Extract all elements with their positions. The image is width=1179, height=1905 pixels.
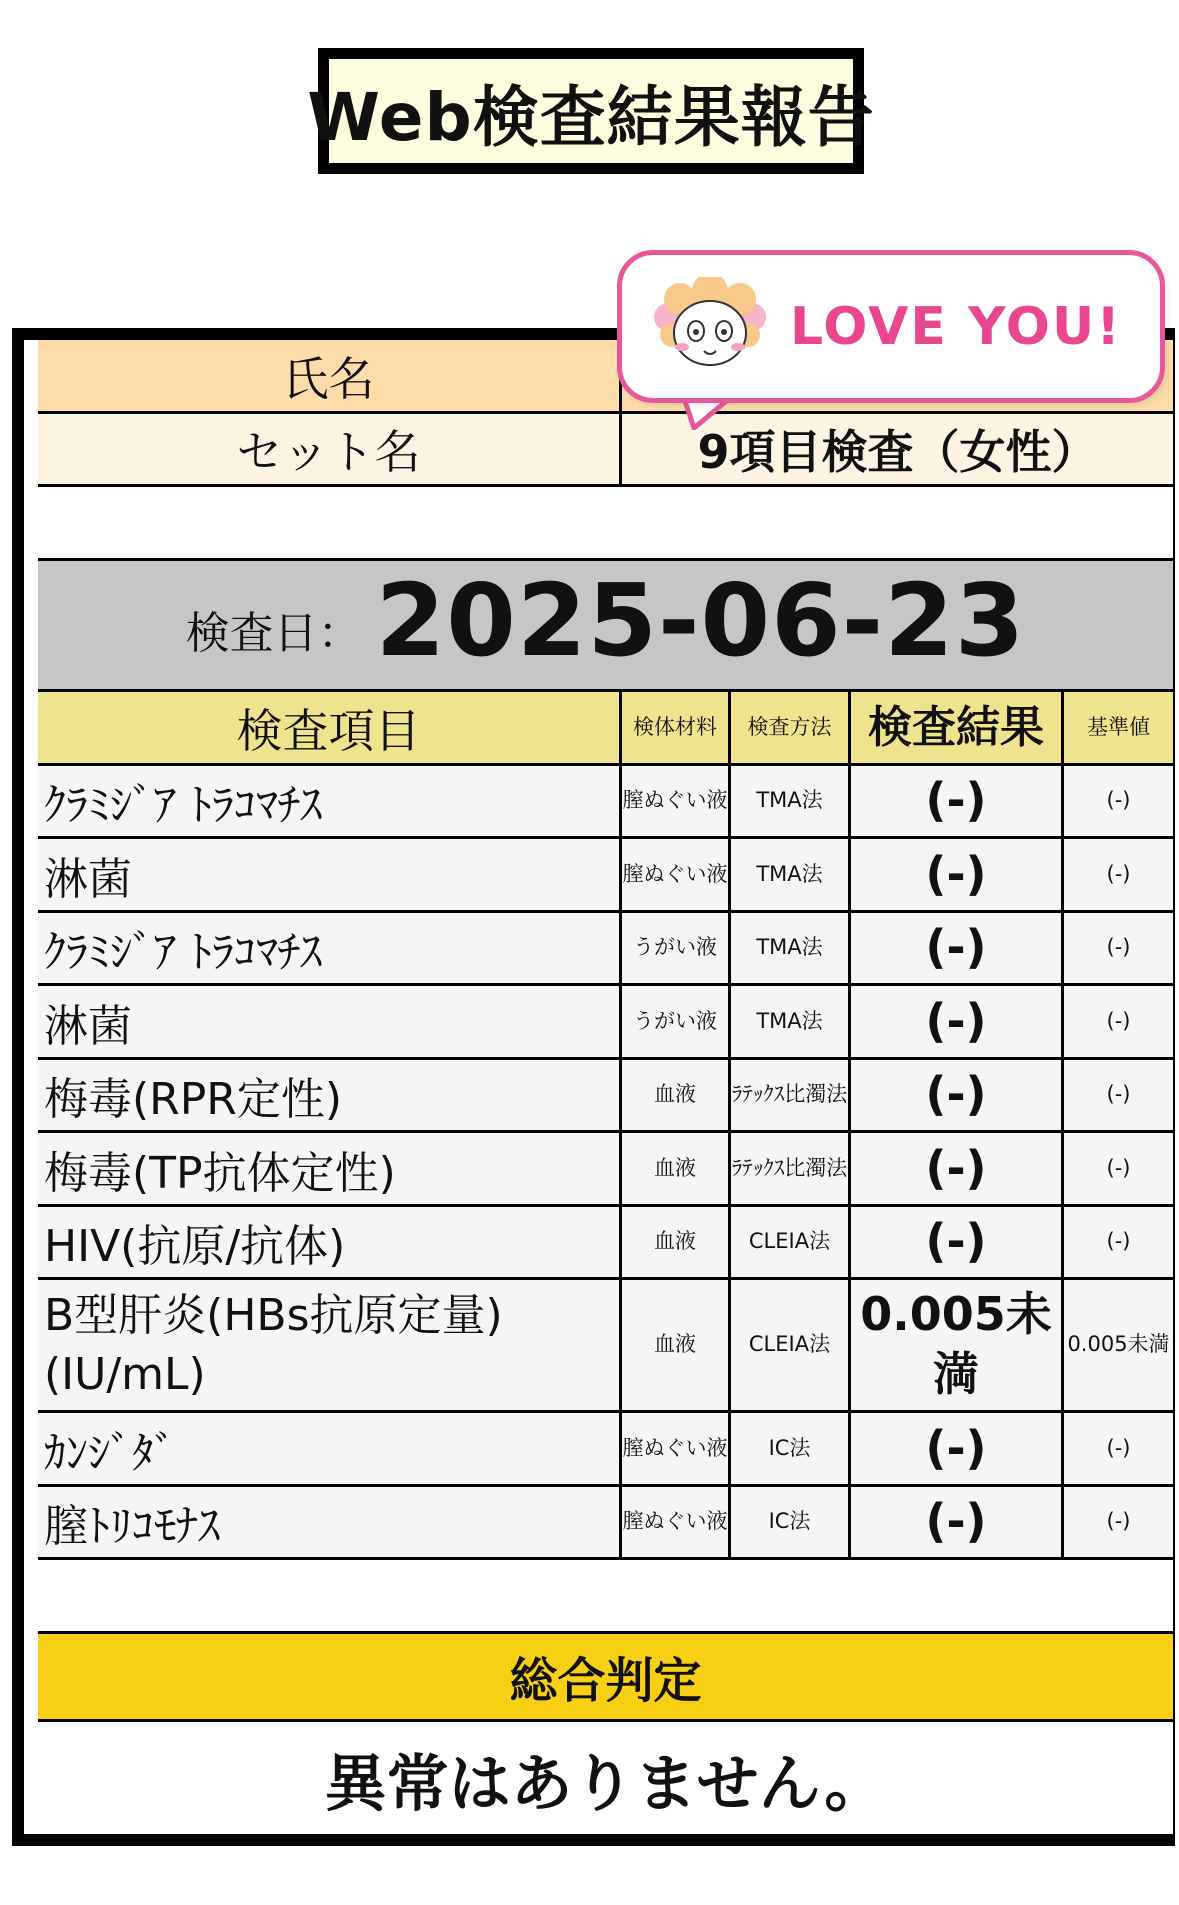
report-title: Web検査結果報告	[307, 78, 875, 156]
mascot-face-icon	[650, 277, 770, 377]
table-row	[38, 913, 1173, 986]
table-row	[38, 839, 1173, 913]
table-row	[38, 1487, 1173, 1560]
header-method: 検査方法	[731, 692, 851, 763]
set-label: セット名	[38, 414, 622, 484]
header-material: 検体材料	[622, 692, 731, 763]
exam-date-value: 2025-06-23	[375, 562, 1026, 679]
report-title-box	[307, 48, 875, 174]
table-header	[38, 692, 1173, 766]
row-reference: (-)	[1106, 861, 1131, 886]
row-result: (-)	[851, 766, 1064, 836]
table-row	[38, 1280, 1173, 1413]
row-method: TMA法	[731, 766, 851, 836]
row-reference: (-)	[1106, 1509, 1131, 1534]
row-method: CLEIA法	[731, 1207, 851, 1277]
row-result: (-)	[851, 1413, 1064, 1484]
table-row	[38, 1060, 1173, 1133]
row-result: 0.005未満	[851, 1280, 1064, 1410]
row-method: IC法	[731, 1487, 851, 1557]
row-method: TMA法	[731, 986, 851, 1057]
spacer-row	[38, 487, 1173, 561]
row-method: ﾗﾃｯｸｽ比濁法	[731, 1060, 851, 1130]
name-label: 氏名	[38, 340, 622, 411]
sticker-text: LOVE YOU!	[790, 296, 1122, 357]
row-method: IC法	[731, 1413, 851, 1484]
row-item: 膣ﾄﾘｺﾓﾅｽ	[38, 1487, 622, 1557]
row-material: 血液	[622, 1280, 731, 1410]
row-item: 淋菌	[38, 839, 622, 910]
row-reference: (-)	[1106, 935, 1131, 960]
row-method: TMA法	[731, 913, 851, 983]
header-reference: 基準値	[1087, 714, 1150, 739]
row-reference: (-)	[1106, 788, 1131, 813]
row-result: (-)	[851, 1133, 1064, 1204]
row-method: CLEIA法	[731, 1280, 851, 1410]
row-item: 淋菌	[38, 986, 622, 1057]
row-result: (-)	[851, 1060, 1064, 1130]
row-item: HIV(抗原/抗体)	[38, 1207, 622, 1277]
set-value: 9項目検査（女性）	[697, 425, 1098, 479]
row-material: 血液	[622, 1207, 731, 1277]
row-material: 血液	[622, 1133, 731, 1204]
table-row	[38, 1413, 1173, 1487]
row-result: (-)	[851, 1207, 1064, 1277]
row-method: ﾗﾃｯｸｽ比濁法	[731, 1133, 851, 1204]
row-reference: (-)	[1106, 1435, 1131, 1460]
row-item: ｸﾗﾐｼﾞｱ ﾄﾗｺﾏﾁｽ	[38, 913, 622, 983]
row-material: うがい液	[622, 986, 731, 1057]
row-reference: 0.005未満	[1067, 1332, 1170, 1357]
header-item: 検査項目	[38, 692, 622, 763]
row-reference: (-)	[1106, 1082, 1131, 1107]
exam-date-label: 検査日：	[185, 608, 362, 659]
row-item: ｶﾝｼﾞﾀﾞ	[38, 1413, 622, 1484]
row-item: B型肝炎(HBs抗原定量)(IU/mL)	[38, 1280, 622, 1410]
row-method: TMA法	[731, 839, 851, 910]
report-table	[12, 328, 1175, 1846]
row-reference: (-)	[1106, 1155, 1131, 1180]
row-result: (-)	[851, 986, 1064, 1057]
table-row	[38, 1133, 1173, 1207]
row-result: (-)	[851, 913, 1064, 983]
judgement-value: 異常はありません。	[38, 1722, 1173, 1834]
row-material: 膣ぬぐい液	[622, 839, 731, 910]
row-item: 梅毒(RPR定性)	[38, 1060, 622, 1130]
row-result: (-)	[851, 839, 1064, 910]
row-material: 膣ぬぐい液	[622, 766, 731, 836]
spacer-row	[38, 1560, 1173, 1634]
header-result: 検査結果	[851, 692, 1064, 763]
table-row	[38, 766, 1173, 839]
table-row	[38, 986, 1173, 1060]
exam-date-row	[38, 561, 1173, 692]
row-material: 膣ぬぐい液	[622, 1413, 731, 1484]
row-result: (-)	[851, 1487, 1064, 1557]
row-reference: (-)	[1106, 1008, 1131, 1033]
row-reference: (-)	[1106, 1229, 1131, 1254]
love-you-sticker	[617, 250, 1165, 403]
row-item: ｸﾗﾐｼﾞｱ ﾄﾗｺﾏﾁｽ	[38, 766, 622, 836]
row-material: 血液	[622, 1060, 731, 1130]
row-material: うがい液	[622, 913, 731, 983]
table-row	[38, 1207, 1173, 1280]
judgement-header: 総合判定	[38, 1634, 1173, 1722]
set-row	[38, 414, 1173, 487]
row-material: 膣ぬぐい液	[622, 1487, 731, 1557]
row-item: 梅毒(TP抗体定性)	[38, 1133, 622, 1204]
